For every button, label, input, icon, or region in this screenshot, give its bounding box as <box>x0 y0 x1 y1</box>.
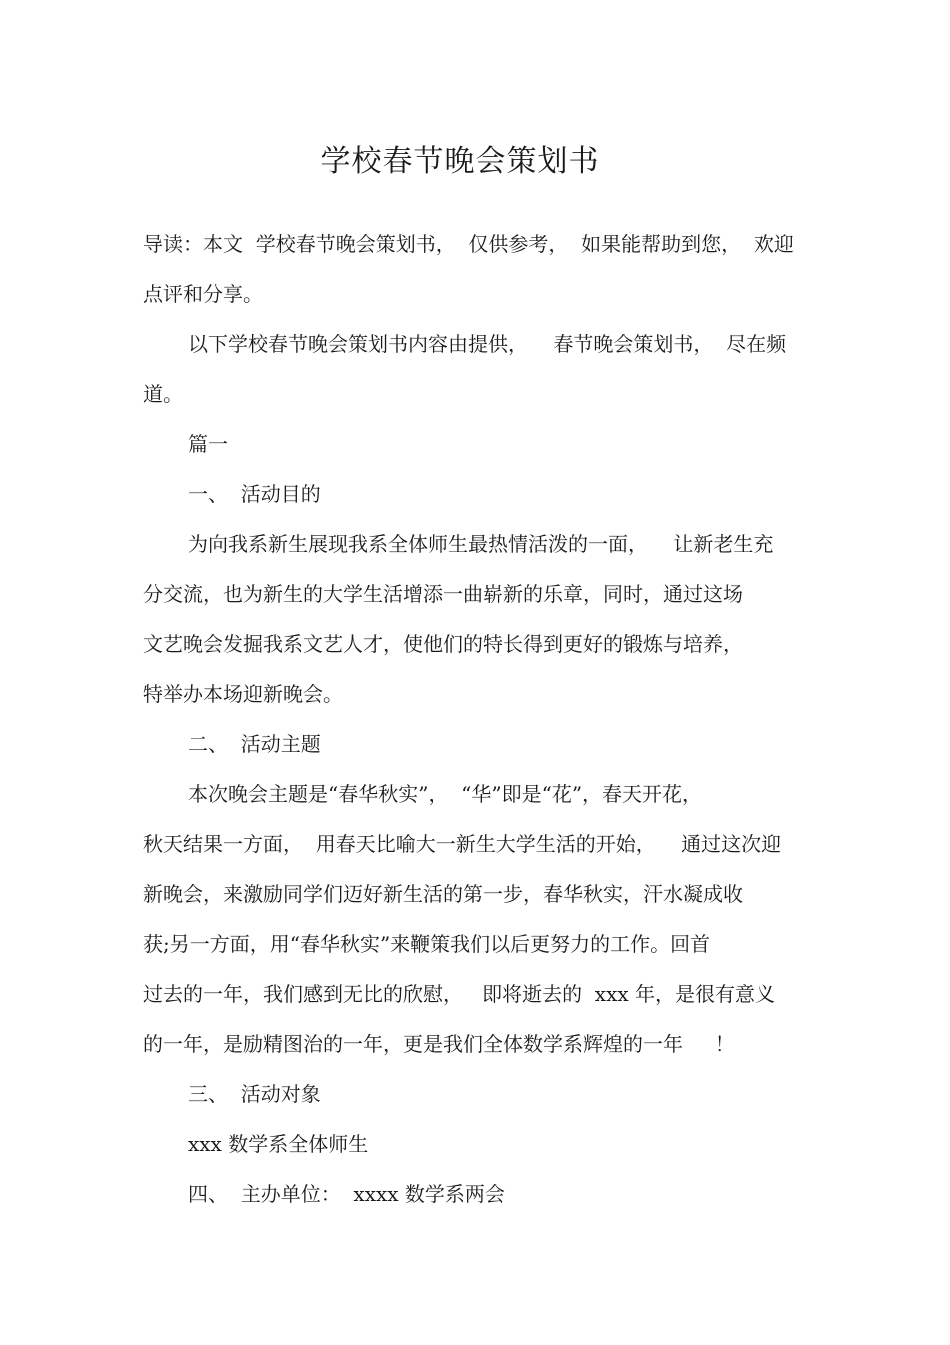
theme-line-5: 过去的一年，我们感到无比的欣慰， 即将逝去的 xxx 年，是很有意义 <box>143 982 775 1006</box>
purpose-line-2: 分交流，也为新生的大学生活增添一曲崭新的乐章，同时，通过这场 <box>143 582 743 606</box>
heading-organizer: 四、 主办单位： xxxx 数学系两会 <box>188 1182 505 1206</box>
theme-line-6: 的一年，是励精图治的一年，更是我们全体数学系辉煌的一年 ！ <box>143 1032 735 1056</box>
section-label: 篇一 <box>188 432 228 456</box>
heading-purpose: 一、 活动目的 <box>188 482 321 506</box>
heading-audience: 三、 活动对象 <box>188 1082 321 1106</box>
source-line-2: 道。 <box>143 382 183 406</box>
heading-theme: 二、 活动主题 <box>188 732 321 756</box>
theme-line-4: 获;另一方面，用“春华秋实”来鞭策我们以后更努力的工作。回首 <box>143 932 711 956</box>
purpose-line-1: 为向我系新生展现我系全体师生最热情活泼的一面， 让新老生充 <box>188 532 774 556</box>
source-line-1: 以下学校春节晚会策划书内容由提供， 春节晚会策划书， 尽在频 <box>188 332 787 356</box>
theme-line-2: 秋天结果一方面， 用春天比喻大一新生大学生活的开始， 通过这次迎 <box>143 832 782 856</box>
document-title: 学校春节晚会策划书 <box>320 144 600 179</box>
audience-text: xxx 数学系全体师生 <box>188 1132 369 1156</box>
theme-line-3: 新晚会，来激励同学们迈好新生活的第一步，春华秋实，汗水凝成收 <box>143 882 743 906</box>
theme-line-1: 本次晚会主题是“春华秋实”， “华”即是“花”，春天开花， <box>188 782 703 806</box>
purpose-line-3: 文艺晚会发掘我系文艺人才，使他们的特长得到更好的锻炼与培养， <box>143 632 743 656</box>
intro-line-1: 导读：本文 学校春节晚会策划书， 仅供参考， 如果能帮助到您， 欢迎 <box>143 232 794 256</box>
intro-line-2: 点评和分享。 <box>143 282 263 306</box>
purpose-line-4: 特举办本场迎新晚会。 <box>143 682 343 706</box>
